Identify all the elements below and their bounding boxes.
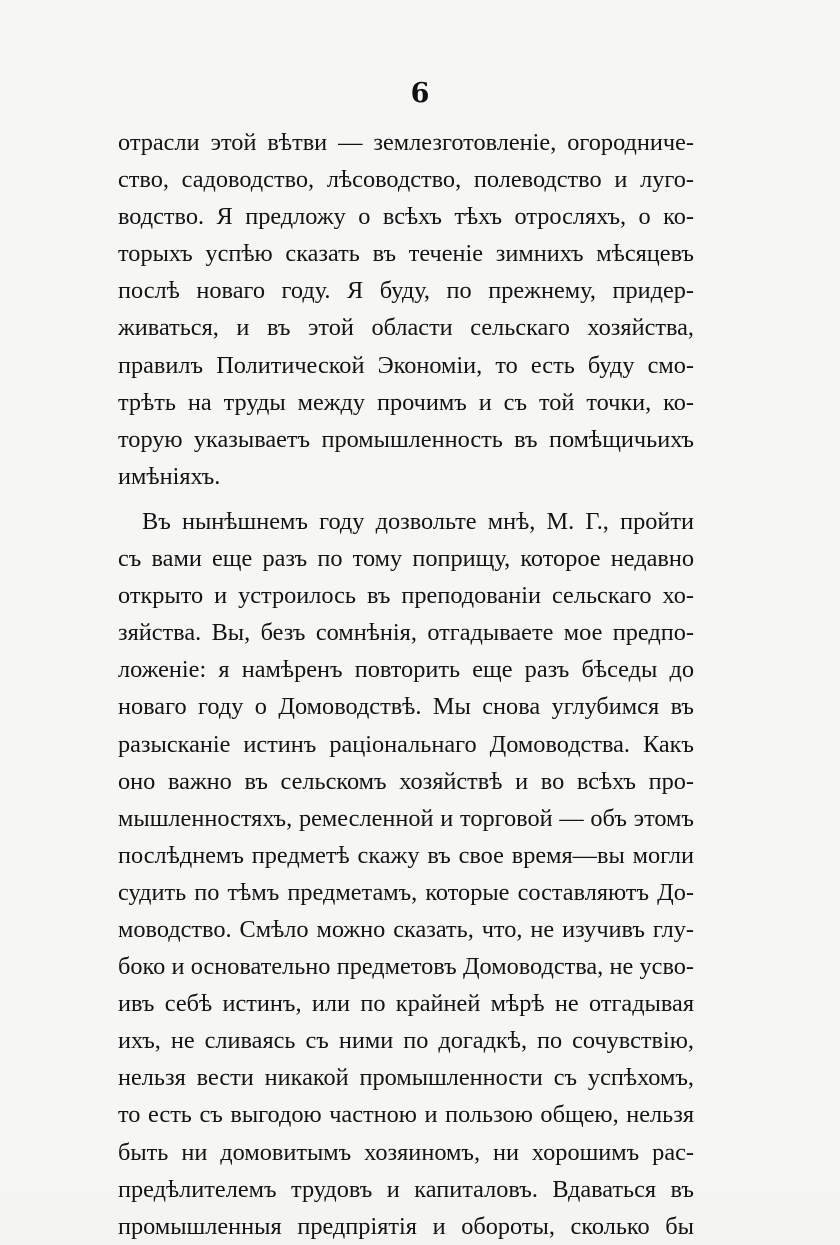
text-line: ихъ, не сливаясь съ ними по догадкѣ, по сочувствію, <box>118 1027 694 1055</box>
text-line: послѣ новаго году. Я буду, по прежнему, придер- <box>118 277 694 305</box>
text-line: боко и основательно предметовъ Домоводства, не усво- <box>118 953 694 981</box>
text-line: отрасли этой вѣтви — землезготовленіе, огородниче- <box>118 129 694 156</box>
page-number: 6 <box>410 78 430 109</box>
text-line: быть ни домовитымъ хозяиномъ, ни хорошимъ рас- <box>118 1138 694 1166</box>
text-line: предѣлителемъ трудовъ и капиталовъ. Вдаваться въ <box>118 1175 694 1203</box>
text-line: имѣніяхъ. <box>118 462 221 490</box>
text-line: ство, садоводство, лѣсоводство, полеводство и луго- <box>118 166 694 194</box>
text-line: судить по тѣмъ предметамъ, которые составляютъ До- <box>118 878 694 906</box>
text-line: живаться, и въ этой области сельскаго хозяйства, <box>118 314 694 342</box>
text-line: Въ нынѣшнемъ году дозвольте мнѣ, М. Г., пройти <box>142 507 694 535</box>
text-line: то есть съ выгодою частною и пользою общею, нельзя <box>118 1101 694 1129</box>
text-line: зяйства. Вы, безъ сомнѣнія, отгадываете мое предпо- <box>118 619 694 647</box>
text-line: моводство. Смѣло можно сказать, что, не изучивъ глу- <box>118 915 694 943</box>
paragraph-2 <box>118 503 694 1245</box>
text-line: промышленныя предпріятія и обороты, сколько бы <box>118 1212 694 1240</box>
text-line: водство. Я предложу о всѣхъ тѣхъ отросляхъ, о ко- <box>118 203 694 231</box>
text-line: правилъ Политической Экономіи, то есть буду смо- <box>118 351 694 379</box>
text-line: трѣть на труды между прочимъ и съ той точки, ко- <box>118 388 694 416</box>
paragraph-1 <box>118 124 694 495</box>
text-line: открыто и устроилось въ преподованіи сельскаго хо- <box>118 582 694 610</box>
text-line: ивъ себѣ истинъ, или по крайней мѣрѣ не отгадывая <box>118 990 694 1018</box>
text-line: разысканіе истинъ раціональнаго Домоводства. Какъ <box>118 730 694 758</box>
text-line: нельзя вести никакой промышленности съ успѣхомъ, <box>118 1064 694 1092</box>
text-line: новаго году о Домоводствѣ. Мы снова углубимся въ <box>118 693 694 721</box>
text-line: оно важно въ сельскомъ хозяйствѣ и во всѣхъ про- <box>118 767 694 795</box>
paragraph-gap <box>118 495 694 503</box>
text-line: съ вами еще разъ по тому поприщу, которое недавно <box>118 545 694 573</box>
text-line: ложеніе: я намѣренъ повторить еще разъ бѣседы до <box>118 656 694 684</box>
text-line: торыхъ успѣю сказать въ теченіе зимнихъ мѣсяцевъ <box>118 240 694 268</box>
text-line: торую указываетъ промышленность въ помѣщичьихъ <box>118 425 694 453</box>
body-text <box>118 124 694 1245</box>
text-line: послѣднемъ предметѣ скажу въ свое время—вы могли <box>118 841 694 869</box>
text-line: мышленностяхъ, ремесленной и торговой — объ этомъ <box>118 804 694 832</box>
